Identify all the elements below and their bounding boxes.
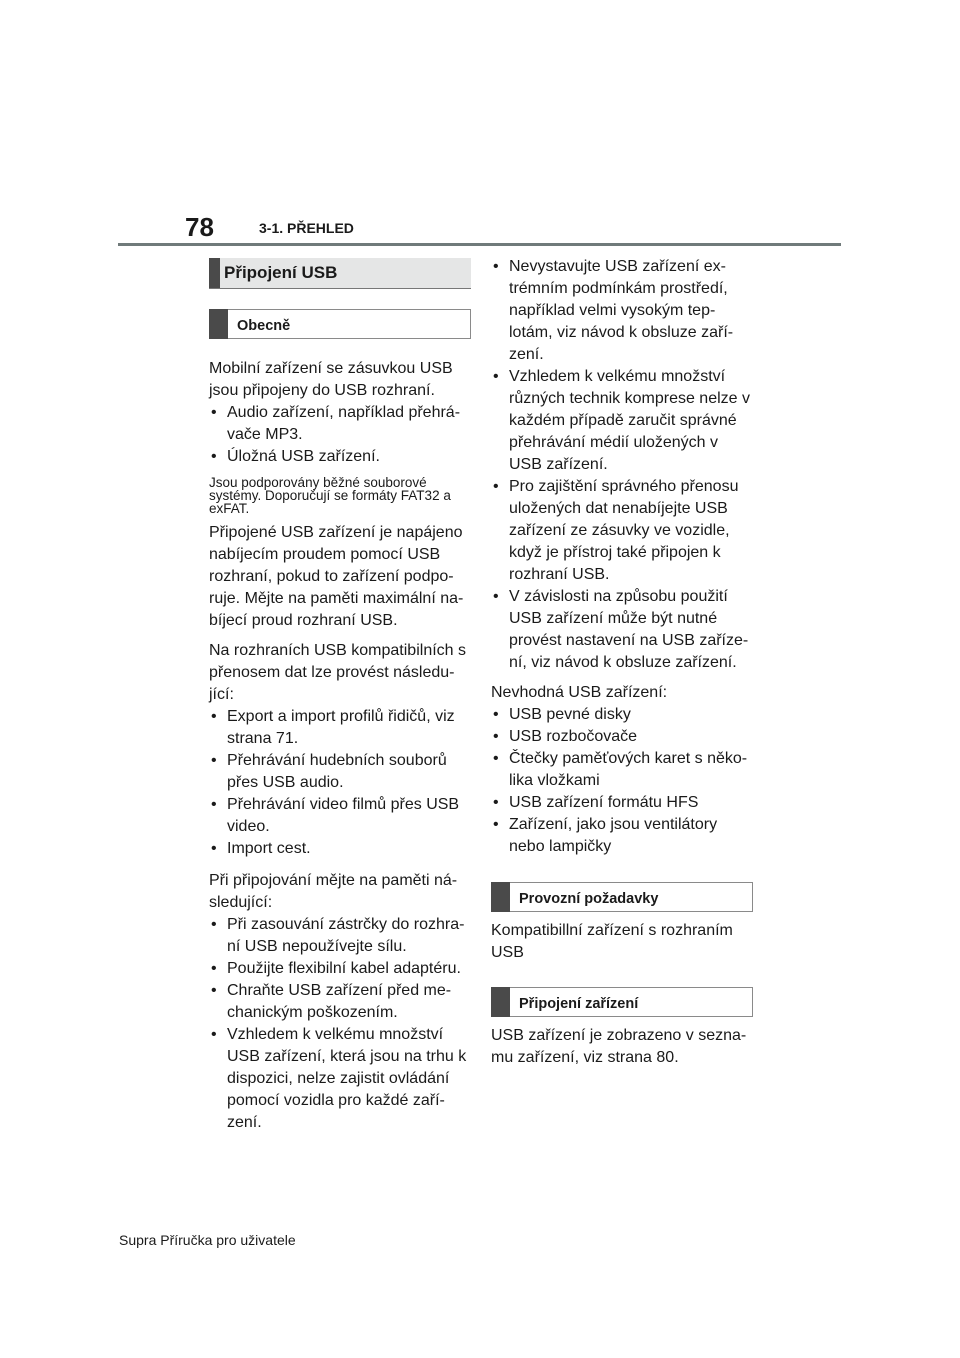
requirements-text: Kompatibillní zařízení s rozhraním USB — [491, 922, 733, 961]
heading-marker — [209, 258, 220, 288]
section-heading-text: Připojení USB — [224, 263, 338, 282]
subheading-requirements — [491, 882, 753, 912]
list-item-text: Přehrávání video filmů přes USB video. — [227, 796, 460, 835]
list-item-text: Vzhledem k velkému množství USB zařízení, která jsou na trhu k dispozici, nelze zajistit ovládání pomocí vozidla pro každé zaří-zení. — [227, 1026, 467, 1131]
list-item: • Úložná USB zařízení. — [211, 448, 380, 465]
list-item: • USB pevné disky — [493, 706, 631, 723]
list-item-text: Export a import profilů řidičů, viz strana 71. — [227, 708, 455, 747]
subheading-connection — [491, 987, 753, 1017]
header-divider — [118, 243, 841, 246]
power-paragraph: Připojené USB zařízení je napájeno nabíjecím proudem pomocí USB rozhraní, pokud to zařízení podpo-ruje. Mějte na paměti maximální na-bíjecí proud rozhraní USB. — [209, 524, 464, 629]
list-item: • V závislosti na způsobu použití USB zařízení může být nutné provést nastavení na USB zaříze-ní, viz návod k obsluze zařízení. — [493, 588, 749, 671]
list-item: • Audio zařízení, například přehrá-vače MP3. — [211, 404, 461, 443]
subheading-text: Obecně — [237, 318, 291, 334]
list-item-text: Audio zařízení, například přehrá-vače MP3. — [227, 404, 461, 443]
note-text: Jsou podporovány běžné souborové systémy. Doporučují se formáty FAT32 a exFAT. — [209, 475, 451, 516]
subheading-general — [209, 309, 471, 339]
list-item-text: V závislosti na způsobu použití USB zařízení může být nutné provést nastavení na USB zaříze-ní, viz návod k obsluze zařízení. — [509, 588, 749, 671]
intro-paragraph: Mobilní zařízení se zásuvkou USB jsou připojeny do USB rozhraní. — [209, 360, 453, 399]
compat-paragraph: Na rozhraních USB kompatibilních s přenosem dat lze provést následu-jící: — [209, 642, 466, 703]
list-item: • Nevystavujte USB zařízení ex-trémním podmínkám prostředí, například velmi vysokým tep-lotám, viz návod k obsluze zaří-zení. — [493, 258, 734, 363]
list-item-text: USB zařízení formátu HFS — [509, 794, 699, 811]
subheading-marker — [491, 882, 510, 912]
right-column — [491, 256, 753, 1069]
section-heading-usb — [209, 258, 471, 289]
list-item: • Použijte flexibilní kabel adaptéru. — [211, 960, 461, 977]
list-item: • Import cest. — [211, 840, 311, 857]
usage-list — [491, 256, 753, 674]
list-item-text: USB pevné disky — [509, 706, 631, 723]
list-item: • Přehrávání hudebních souborů přes USB audio. — [211, 752, 447, 791]
subheading-text: Provozní požadavky — [519, 891, 659, 907]
list-item-text: Úložná USB zařízení. — [227, 448, 380, 465]
list-item-text: Pro zajištění správného přenosu uložených dat nenabíjejte USB zařízení ze zásuvky ve vozidle, když je přístroj také připojen k rozhraní USB. — [509, 478, 739, 583]
list-item: • Export a import profilů řidičů, viz strana 71. — [211, 708, 455, 747]
list-item-text: Přehrávání hudebních souborů přes USB audio. — [227, 752, 447, 791]
connect-list — [209, 914, 471, 1134]
list-item: • Vzhledem k velkému množství různých technik komprese nelze v každém případě zaručit správné přehrávání médií uložených v USB zařízení. — [493, 368, 750, 473]
section-title: 3-1. PŘEHLED — [259, 220, 354, 236]
subheading-marker — [491, 987, 510, 1017]
left-column — [209, 258, 471, 1140]
list-item-text: Chraňte USB zařízení před me-chanickým poškozením. — [227, 982, 452, 1021]
list-item: • USB rozbočovače — [493, 728, 638, 745]
compat-list — [209, 706, 471, 860]
list-item-text: Zařízení, jako jsou ventilátory nebo lampičky — [509, 816, 718, 855]
page-number: 78 — [185, 212, 214, 242]
unsuitable-intro: Nevhodná USB zařízení: — [491, 684, 668, 701]
connect-paragraph: Při připojování mějte na paměti ná-sledující: — [209, 872, 458, 911]
connection-text: USB zařízení je zobrazeno v sezna-mu zařízení, viz strana 80. — [491, 1027, 747, 1066]
unsuitable-list — [491, 704, 753, 858]
list-item: • Zařízení, jako jsou ventilátory nebo lampičky — [493, 816, 718, 855]
list-item-text: USB rozbočovače — [509, 728, 638, 745]
list-item: • Chraňte USB zařízení před me-chanickým poškozením. — [211, 982, 452, 1021]
intro-list — [209, 402, 471, 468]
list-item-text: Vzhledem k velkému množství různých technik komprese nelze v každém případě zaručit správné přehrávání médií uložených v USB zařízení. — [509, 368, 750, 473]
list-item: • Při zasouvání zástrčky do rozhra-ní USB nepoužívejte sílu. — [211, 916, 465, 955]
list-item: • USB zařízení formátu HFS — [493, 794, 699, 811]
subheading-text: Připojení zařízení — [519, 996, 639, 1012]
list-item-text: Použijte flexibilní kabel adaptéru. — [227, 960, 461, 977]
list-item: • Pro zajištění správného přenosu uložených dat nenabíjejte USB zařízení ze zásuvky ve vozidle, když je přístroj také připojen k rozhraní USB. — [493, 478, 739, 583]
list-item: • Čtečky paměťových karet s něko-lika vložkami — [493, 750, 748, 789]
page-footer: Supra Příručka pro uživatele — [119, 1232, 296, 1248]
list-item: • Vzhledem k velkému množství USB zařízení, která jsou na trhu k dispozici, nelze zajistit ovládání pomocí vozidla pro každé zaří-zení. — [211, 1026, 467, 1131]
subheading-marker — [209, 309, 228, 339]
list-item-text: Čtečky paměťových karet s něko-lika vložkami — [509, 750, 748, 789]
list-item-text: Import cest. — [227, 840, 311, 857]
list-item-text: Nevystavujte USB zařízení ex-trémním podmínkám prostředí, například velmi vysokým tep-lotám, viz návod k obsluze zaří-zení. — [509, 258, 734, 363]
list-item: • Přehrávání video filmů přes USB video. — [211, 796, 460, 835]
list-item-text: Při zasouvání zástrčky do rozhra-ní USB nepoužívejte sílu. — [227, 916, 465, 955]
